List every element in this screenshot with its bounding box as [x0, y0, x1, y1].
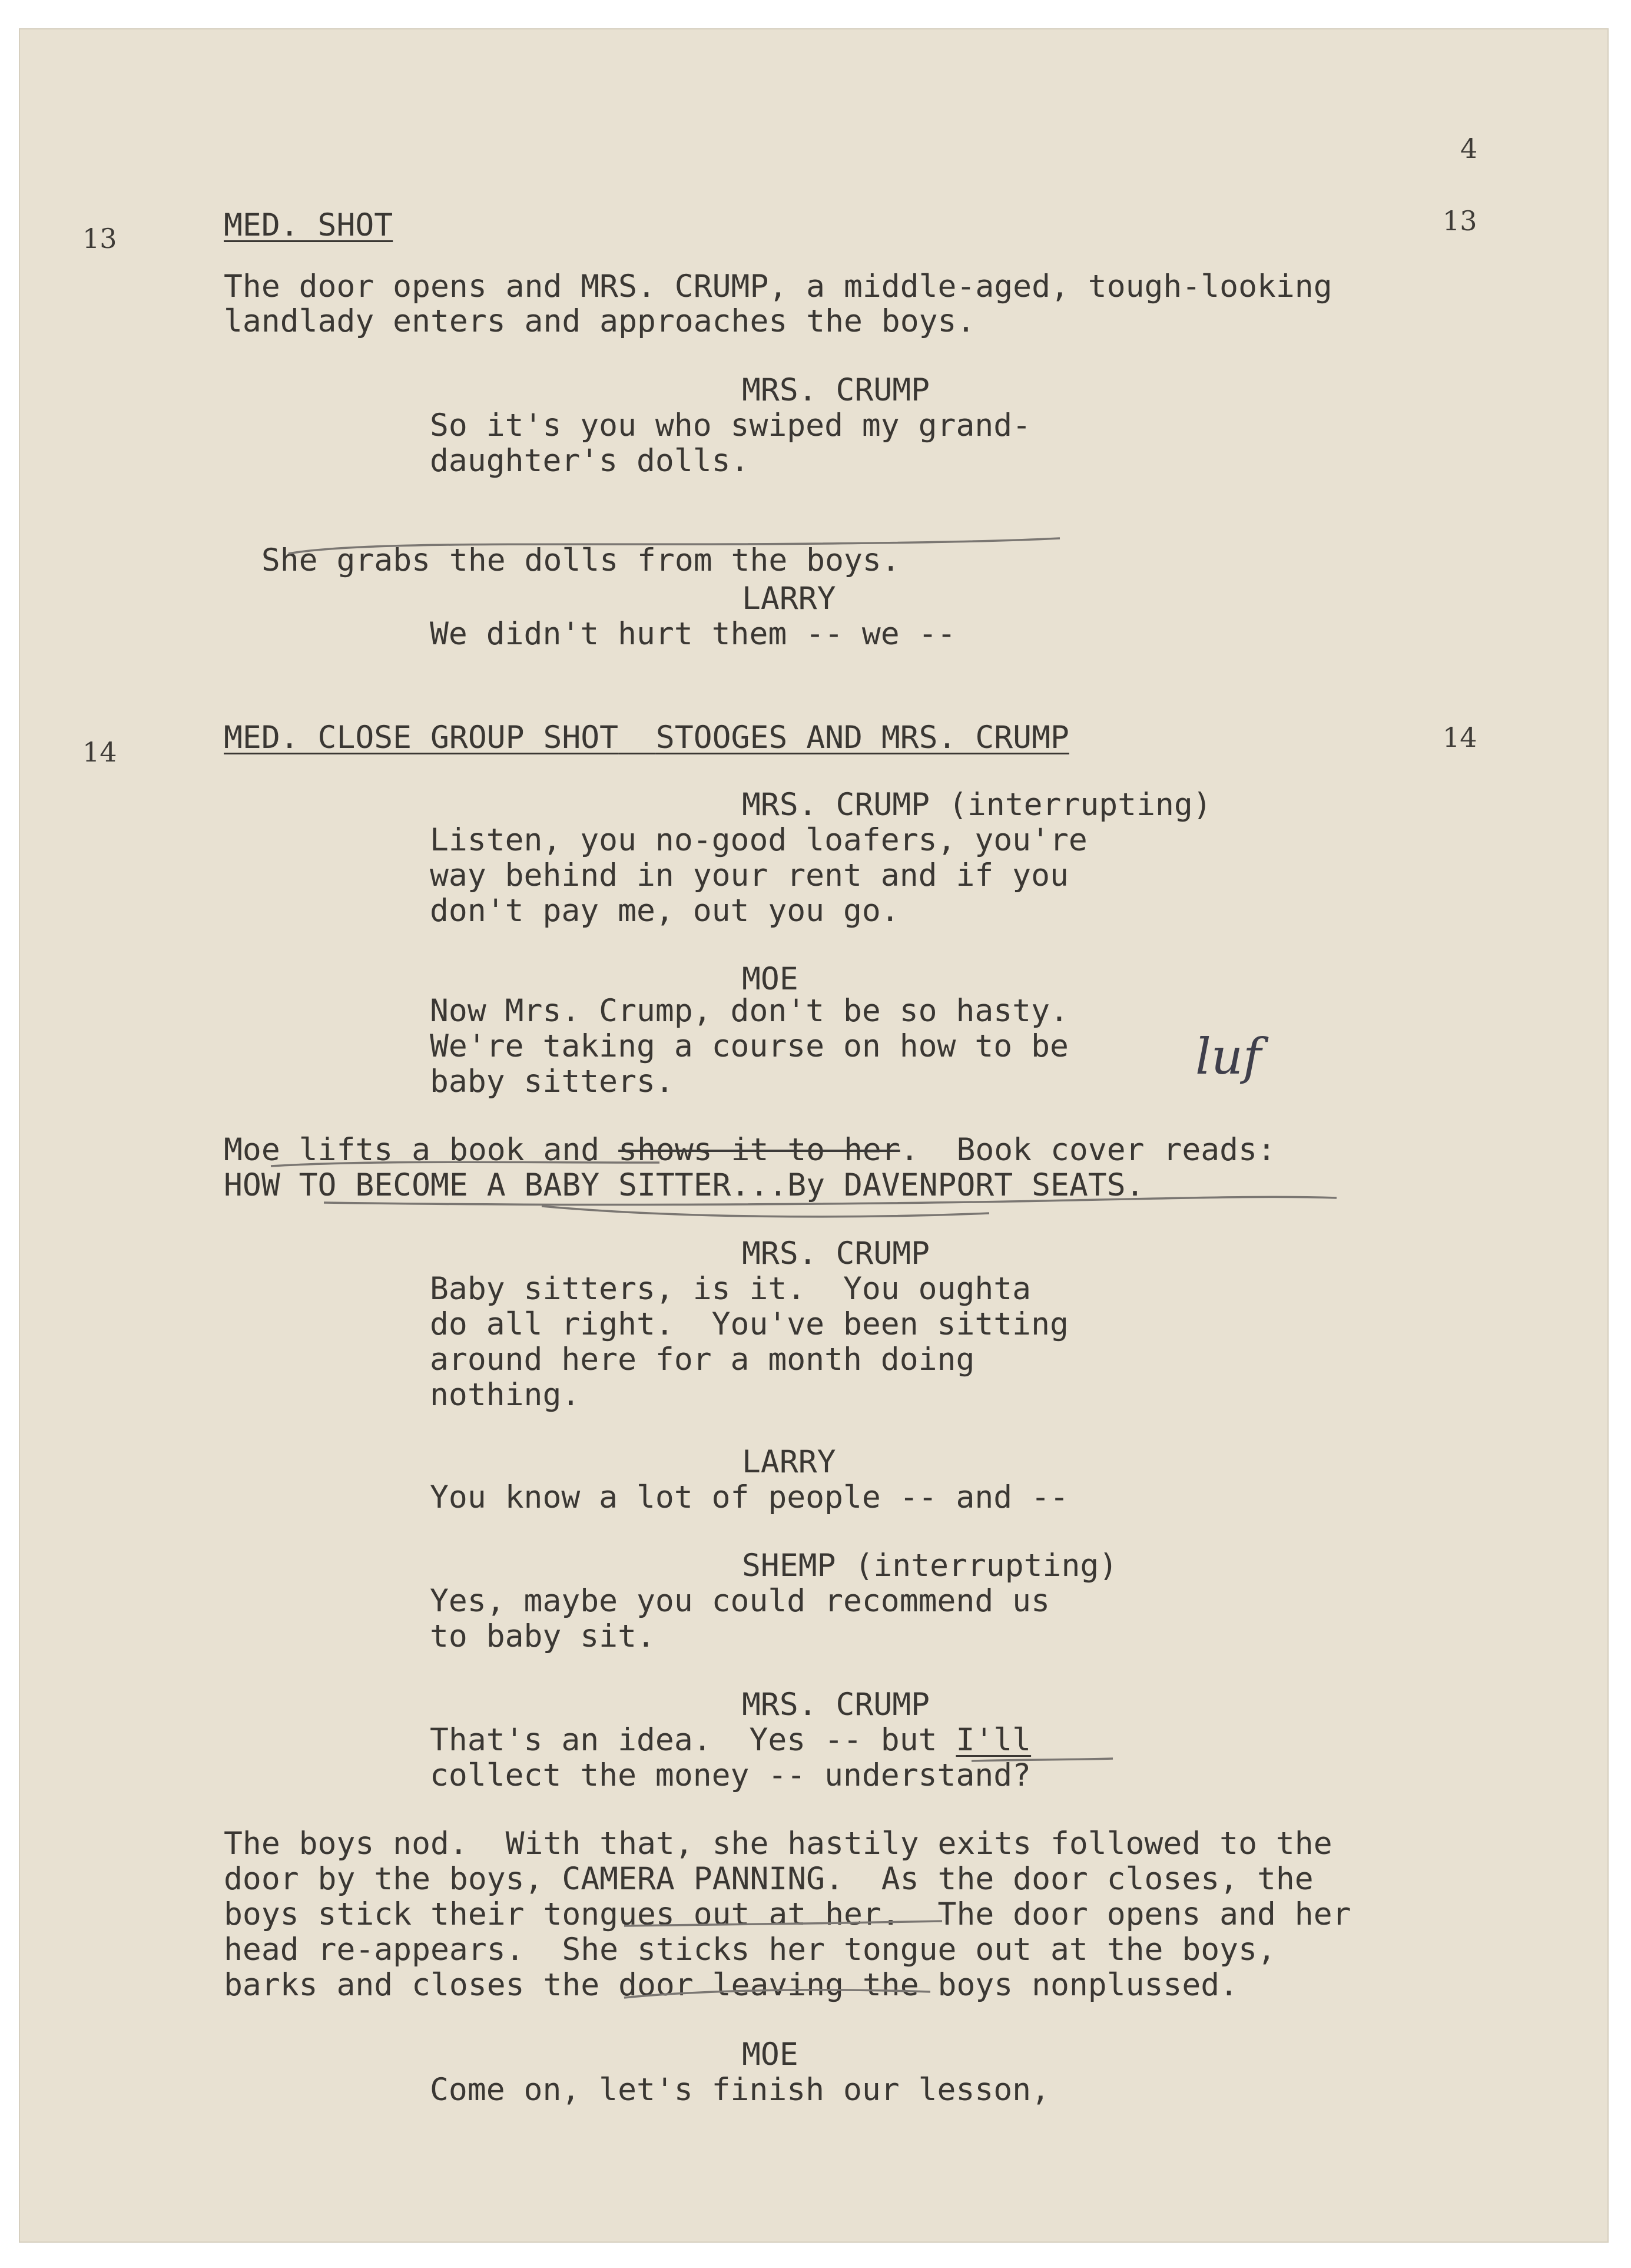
dialogue-line: Listen, you no-good loafers, you're: [430, 822, 1088, 858]
pencil-underline: [966, 1755, 1119, 1773]
scene-number-right: 13: [1443, 205, 1477, 237]
dialogue-line: We didn't hurt them -- we --: [430, 616, 956, 652]
action-line: boys stick their tongues out at her. The door opens and her: [224, 1896, 1351, 1932]
dialogue-text: That's an idea. Yes -- but: [430, 1722, 956, 1758]
action-line: The door opens and MRS. CRUMP, a middle-aged, tough-looking: [224, 269, 1332, 304]
character-name: SHEMP (interrupting): [742, 1548, 1118, 1584]
dialogue-line: You know a lot of people -- and --: [430, 1479, 1069, 1515]
dialogue-line: daughter's dolls.: [430, 443, 750, 479]
handwritten-initials: luf: [1195, 1028, 1262, 1085]
scene-heading: MED. SHOT: [224, 207, 393, 243]
action-text: She: [261, 542, 337, 578]
dialogue-line: baby sitters.: [430, 1064, 674, 1100]
dialogue-line: don't pay me, out you go.: [430, 893, 900, 929]
scene-number-left: 13: [82, 223, 117, 254]
dialogue-line: Yes, maybe you could recommend us: [430, 1583, 1050, 1619]
dialogue-line: So it's you who swiped my grand-: [430, 408, 1032, 443]
action-line: barks and closes the door leaving the boys nonplussed.: [224, 1967, 1239, 2003]
underlined-action-text: grabs the dolls from the boys.: [336, 542, 900, 578]
character-name: MRS. CRUMP (interrupting): [742, 787, 1212, 823]
dialogue-line: way behind in your rent and if you: [430, 857, 1069, 893]
character-name: MOE: [742, 2037, 798, 2072]
action-line: HOW TO BECOME A BABY SITTER...By DAVENPORT SEATS.: [224, 1167, 1145, 1203]
scene-number-right: 14: [1443, 721, 1477, 753]
action-line: door by the boys, CAMERA PANNING. As the door closes, the: [224, 1861, 1314, 1897]
action-line: head re-appears. She sticks her tongue out at the boys,: [224, 1932, 1276, 1968]
dialogue-line: to baby sit.: [430, 1618, 655, 1654]
pencil-underline: [283, 518, 1066, 559]
character-name: MOE: [742, 961, 798, 997]
underlined-dialogue-text: I'll: [956, 1722, 1032, 1758]
dialogue-line: collect the money -- understand?: [430, 1757, 1032, 1793]
dialogue-line: do all right. You've been sitting: [430, 1306, 1069, 1342]
struck-out-text: shows it to her: [618, 1132, 900, 1168]
pencil-underline: [259, 1137, 1342, 1231]
action-text: Moe: [224, 1132, 299, 1168]
action-text: . Book cover reads:: [900, 1132, 1276, 1168]
scene-number-left: 14: [82, 736, 117, 768]
action-line: The boys nod. With that, she hastily exits followed to the: [224, 1826, 1332, 1862]
action-line: landlady enters and approaches the boys.: [224, 303, 976, 339]
pencil-underline: [589, 1914, 977, 2008]
character-name: LARRY: [742, 581, 836, 617]
scene-heading: [224, 720, 1069, 756]
dialogue-line: Come on, let's finish our lesson,: [430, 2072, 1050, 2108]
dialogue-line: [430, 1724, 1031, 1756]
character-name: LARRY: [742, 1444, 836, 1480]
scene-heading-shot: MED. CLOSE GROUP SHOT: [224, 720, 619, 756]
dialogue-line: around here for a month doing: [430, 1342, 975, 1378]
dialogue-line: Now Mrs. Crump, don't be so hasty.: [430, 993, 1069, 1029]
dialogue-line: nothing.: [430, 1377, 581, 1413]
dialogue-line: We're taking a course on how to be: [430, 1028, 1069, 1064]
character-name: MRS. CRUMP: [742, 1687, 930, 1723]
dialogue-line: Baby sitters, is it. You oughta: [430, 1271, 1032, 1307]
action-text: lifts a book and: [299, 1132, 619, 1168]
character-name: MRS. CRUMP: [742, 1236, 930, 1272]
character-name: MRS. CRUMP: [742, 372, 930, 408]
scene-heading-subjects: STOOGES AND MRS. CRUMP: [655, 720, 1069, 756]
page-number: 4: [1460, 133, 1478, 164]
